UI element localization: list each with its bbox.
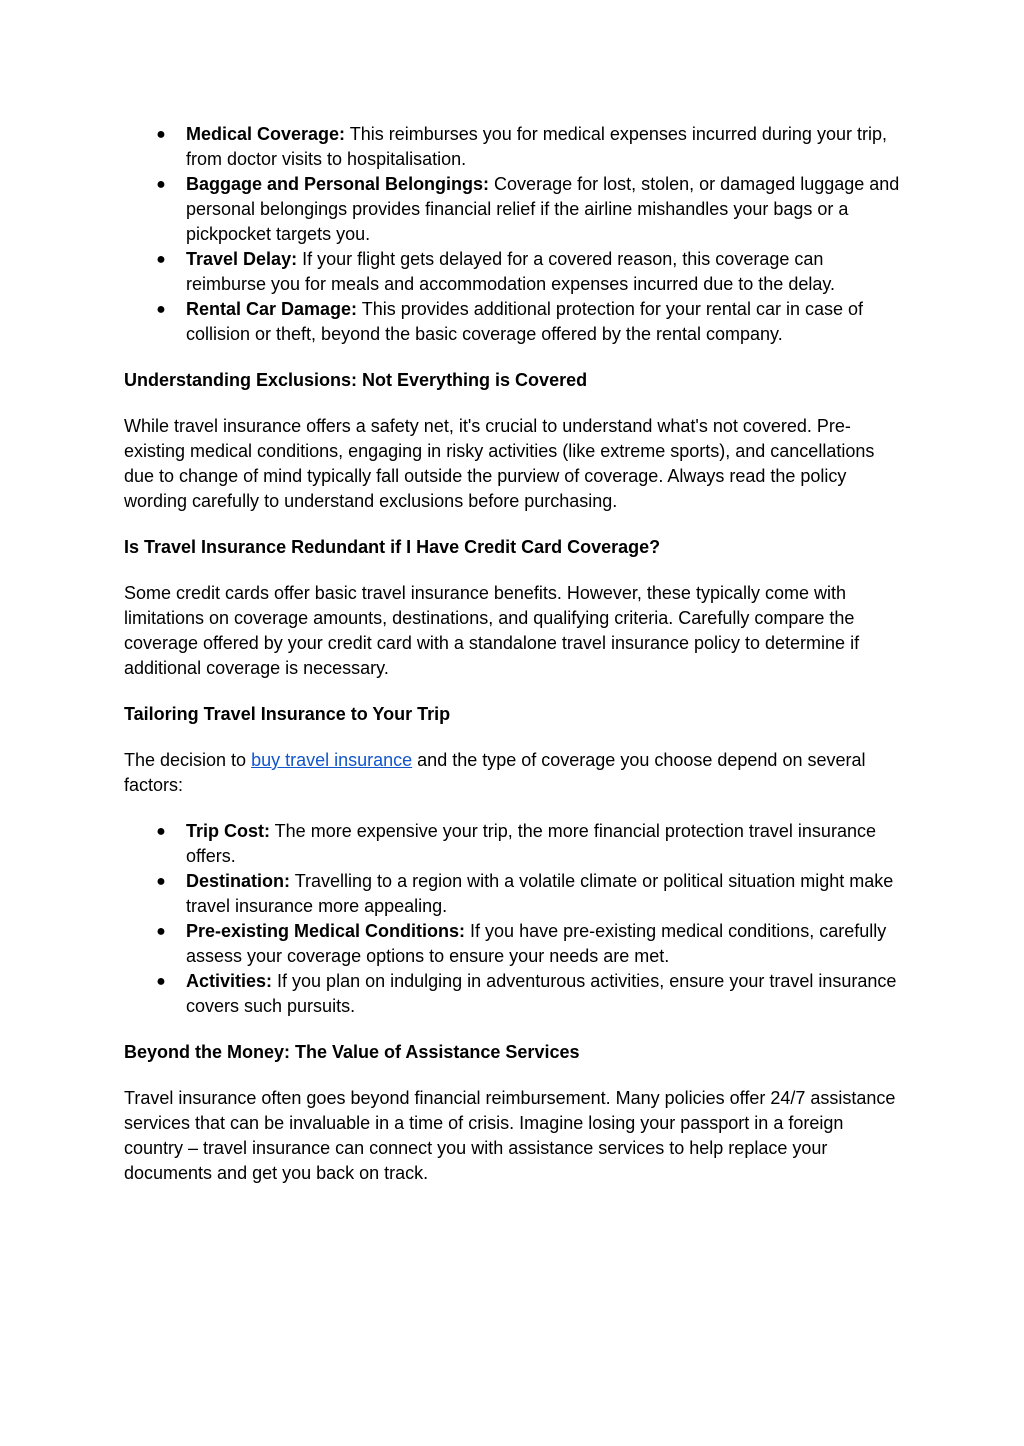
exclusions-heading: Understanding Exclusions: Not Everything is Covered: [124, 370, 588, 390]
list-item-term: Activities:: [186, 971, 273, 991]
list-item-text: If your flight gets delayed for a covered reason, this coverage can reimburse you for meals and accommodation expenses incurred due to the delay.: [186, 249, 836, 294]
list-item-term: Trip Cost:: [186, 821, 270, 841]
bullet-icon: ●: [156, 873, 166, 890]
bullet-icon: ●: [156, 176, 166, 193]
tailoring-text-after-link: and the type of coverage you choose depend on several factors:: [124, 750, 866, 795]
bullet-icon: ●: [156, 923, 166, 940]
credit-card-heading: Is Travel Insurance Redundant if I Have Credit Card Coverage?: [124, 537, 661, 557]
list-item-term: Pre-existing Medical Conditions:: [186, 921, 466, 941]
list-item: [156, 819, 904, 869]
trip-factors-list: [124, 819, 904, 1019]
list-item: [156, 247, 904, 297]
bullet-icon: ●: [156, 126, 166, 143]
list-item-term: Medical Coverage:: [186, 124, 346, 144]
tailoring-paragraph: [124, 748, 904, 798]
bullet-icon: ●: [156, 823, 166, 840]
list-item: [156, 172, 904, 247]
list-item-text: Coverage for lost, stolen, or damaged luggage and personal belongings provides financial relief if the airline mishandles your bags or a pickpocket targets you.: [186, 174, 900, 244]
list-item-text: If you have pre-existing medical conditions, carefully assess your coverage options to ensure your needs are met.: [186, 921, 887, 966]
list-item-text: Travelling to a region with a volatile climate or political situation might make travel insurance more appealing.: [186, 871, 894, 916]
exclusions-paragraph: While travel insurance offers a safety net, it's crucial to understand what's not covered. Pre-existing medical conditions, engaging in risky activities (like extreme sports), and cancellations due to change of mind typically fall outside the purview of coverage. Always read the policy wording carefully to understand exclusions before purchasing.: [124, 416, 875, 511]
buy-travel-insurance-link[interactable]: buy travel insurance: [251, 750, 413, 770]
list-item-term: Travel Delay:: [186, 249, 298, 269]
list-item-term: Destination:: [186, 871, 291, 891]
document-page: [124, 122, 904, 1186]
credit-card-paragraph: Some credit cards offer basic travel insurance benefits. However, these typically come with limitations on coverage amounts, destinations, and qualifying criteria. Carefully compare the coverage offered by your credit card with a standalone travel insurance policy to determine if additional coverage is necessary.: [124, 583, 860, 678]
coverage-types-list: [124, 122, 904, 347]
assistance-heading: Beyond the Money: The Value of Assistance Services: [124, 1042, 580, 1062]
assistance-paragraph: Travel insurance often goes beyond financial reimbursement. Many policies offer 24/7 assistance services that can be invaluable in a time of crisis. Imagine losing your passport in a foreign country – travel insurance can connect you with assistance services to help replace your documents and get you back on track.: [124, 1088, 896, 1183]
list-item: [156, 919, 904, 969]
bullet-icon: ●: [156, 301, 166, 318]
list-item: [156, 969, 904, 1019]
tailoring-text-before-link: The decision to: [124, 750, 252, 770]
tailoring-heading: Tailoring Travel Insurance to Your Trip: [124, 704, 451, 724]
list-item-text: The more expensive your trip, the more financial protection travel insurance offers.: [186, 821, 876, 866]
list-item: [156, 869, 904, 919]
list-item-term: Baggage and Personal Belongings:: [186, 174, 490, 194]
list-item: [156, 297, 904, 347]
list-item: [156, 122, 904, 172]
list-item-text: If you plan on indulging in adventurous activities, ensure your travel insurance covers such pursuits.: [186, 971, 897, 1016]
bullet-icon: ●: [156, 251, 166, 268]
list-item-text: This reimburses you for medical expenses incurred during your trip, from doctor visits to hospitalisation.: [186, 124, 887, 169]
bullet-icon: ●: [156, 973, 166, 990]
list-item-text: This provides additional protection for your rental car in case of collision or theft, beyond the basic coverage offered by the rental company.: [186, 299, 863, 344]
list-item-term: Rental Car Damage:: [186, 299, 358, 319]
